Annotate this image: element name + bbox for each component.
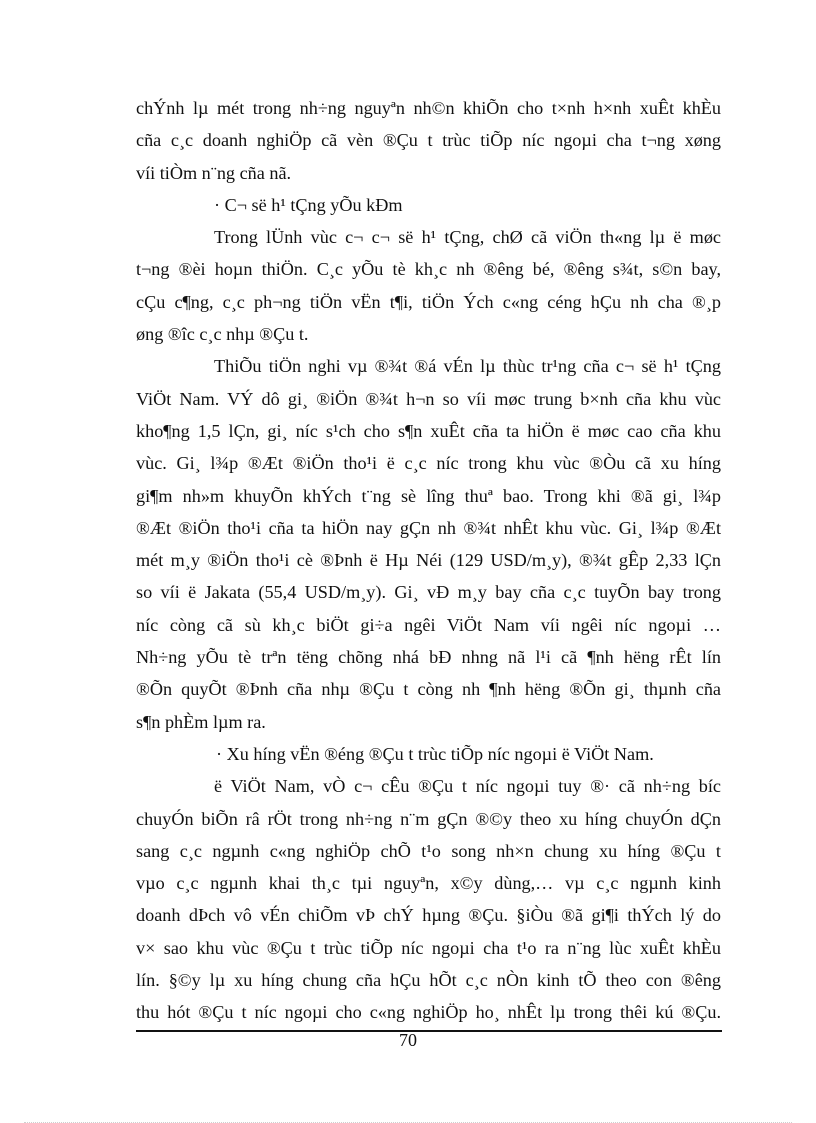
text-line: vµo c¸c ngµnh khai th¸c tµi nguyªn, x©y dùng,… vµ c¸c ngµnh kinh (136, 873, 721, 894)
text-line: s¶n phÈm lµm ra. (136, 711, 266, 732)
text-line: øng ®îc c¸c nhµ ®Çu t. (136, 324, 309, 345)
bullet-heading-fdi-trend: · Xu híng vËn ®éng ®Çu t trùc tiÕp níc ngoµi ë ViÖt Nam. (216, 743, 654, 764)
text-line: ®Æt ®iÖn tho¹i cña ta hiÖn nay gÇn nh ®¾t nhÊt khu vùc. Gi¸ l¾p ®Æt (136, 517, 721, 538)
text-line: cña c¸c doanh nghiÖp cã vèn ®Çu t trùc tiÕp níc ngoµi cha t¬ng xøng (136, 130, 721, 151)
text-line: v× sao khu vùc ®Çu t trùc tiÕp níc ngoµi cha t¹o ra n¨ng lùc xuÊt khÈu (136, 937, 721, 958)
text-line: ThiÕu tiÖn nghi vµ ®¾t ®á vÉn lµ thùc tr¹ng cña c¬ së h¹ tÇng (214, 356, 721, 377)
text-line: so víi ë Jakata (55,4 USD/m¸y). Gi¸ vÐ m¸y bay cña c¸c tuyÕn bay trong (136, 582, 721, 603)
text-line: vùc. Gi¸ l¾p ®Æt ®iÖn tho¹i ë c¸c níc trong khu vùc ®Òu cã xu híng (136, 453, 721, 474)
text-line: cÇu c¶ng, c¸c ph¬ng tiÖn vËn t¶i, tiÖn Ých c«ng céng hÇu nh cha ®¸p (136, 291, 721, 312)
text-line: kho¶ng 1,5 lÇn, gi¸ níc s¹ch cho s¶n xuÊt cña ta hiÖn ë møc cao cña khu (136, 420, 721, 441)
page-number: 70 (399, 1030, 417, 1050)
document-body (136, 92, 721, 1029)
text-line: Nh÷ng yÕu tè trªn tëng chõng nhá bÐ nhng nã l¹i cã ¶nh hëng rÊt lín (136, 647, 721, 668)
text-line: chÝnh lµ mét trong nh÷ng nguyªn nh©n khiÕn cho t×nh h×nh xuÊt khÈu (136, 98, 721, 118)
text-line: Trong lÜnh vùc c¬ c¬ së h¹ tÇng, chØ cã viÖn th«ng lµ ë møc (214, 227, 721, 248)
text-line: gi¶m nh»m khuyÕn khÝch t¨ng sè lîng thuª bao. Trong khi ®ã gi¸ l¾p (136, 485, 721, 506)
text-line: chuyÓn biÕn râ rÖt trong nh÷ng n¨m gÇn ®©y theo xu híng chuyÓn dÇn (136, 808, 721, 829)
text-line: víi tiÒm n¨ng cña nã. (136, 162, 292, 183)
text-line: ViÖt Nam. VÝ dô gi¸ ®iÖn ®¾t h¬n so víi møc trung b×nh cña khu vùc (136, 388, 721, 409)
text-line: t¬ng ®èi hoµn thiÖn. C¸c yÕu tè kh¸c nh ®êng bé, ®êng s¾t, s©n bay, (136, 259, 721, 280)
text-line: thu hót ®Çu t níc ngoµi cho c«ng nghiÖp ho¸ nhÊt lµ trong thêi kú ®Çu. (136, 1002, 721, 1023)
text-line: mét m¸y ®iÖn tho¹i cè ®Þnh ë Hµ Néi (129 USD/m¸y), ®¾t gÊp 2,33 lÇn (136, 550, 721, 571)
bullet-heading-infrastructure: · C¬ së h¹ tÇng yÕu kÐm (214, 194, 403, 215)
text-line: ë ViÖt Nam, vÒ c¬ cÊu ®Çu t níc ngoµi tuy ®· cã nh÷ng bíc (214, 776, 721, 797)
text-line: doanh dÞch vô vÉn chiÕm vÞ chÝ hµng ®Çu. §iÒu ®ã gi¶i thÝch lý do (136, 905, 721, 926)
text-line: sang c¸c ngµnh c«ng nghiÖp chÕ t¹o song nh×n chung xu híng ®Çu t (136, 840, 721, 861)
text-line: níc còng cã sù kh¸c biÖt gi÷a ngêi ViÖt Nam víi ngêi níc ngoµi … (136, 614, 721, 635)
text-line: lín. §©y lµ xu híng chung cña hÇu hÕt c¸c nÒn kinh tÕ theo con ®êng (136, 970, 721, 991)
text-line: ®Õn quyÕt ®Þnh cña nhµ ®Çu t còng nh ¶nh hëng ®Õn gi¸ thµnh cña (136, 679, 721, 700)
